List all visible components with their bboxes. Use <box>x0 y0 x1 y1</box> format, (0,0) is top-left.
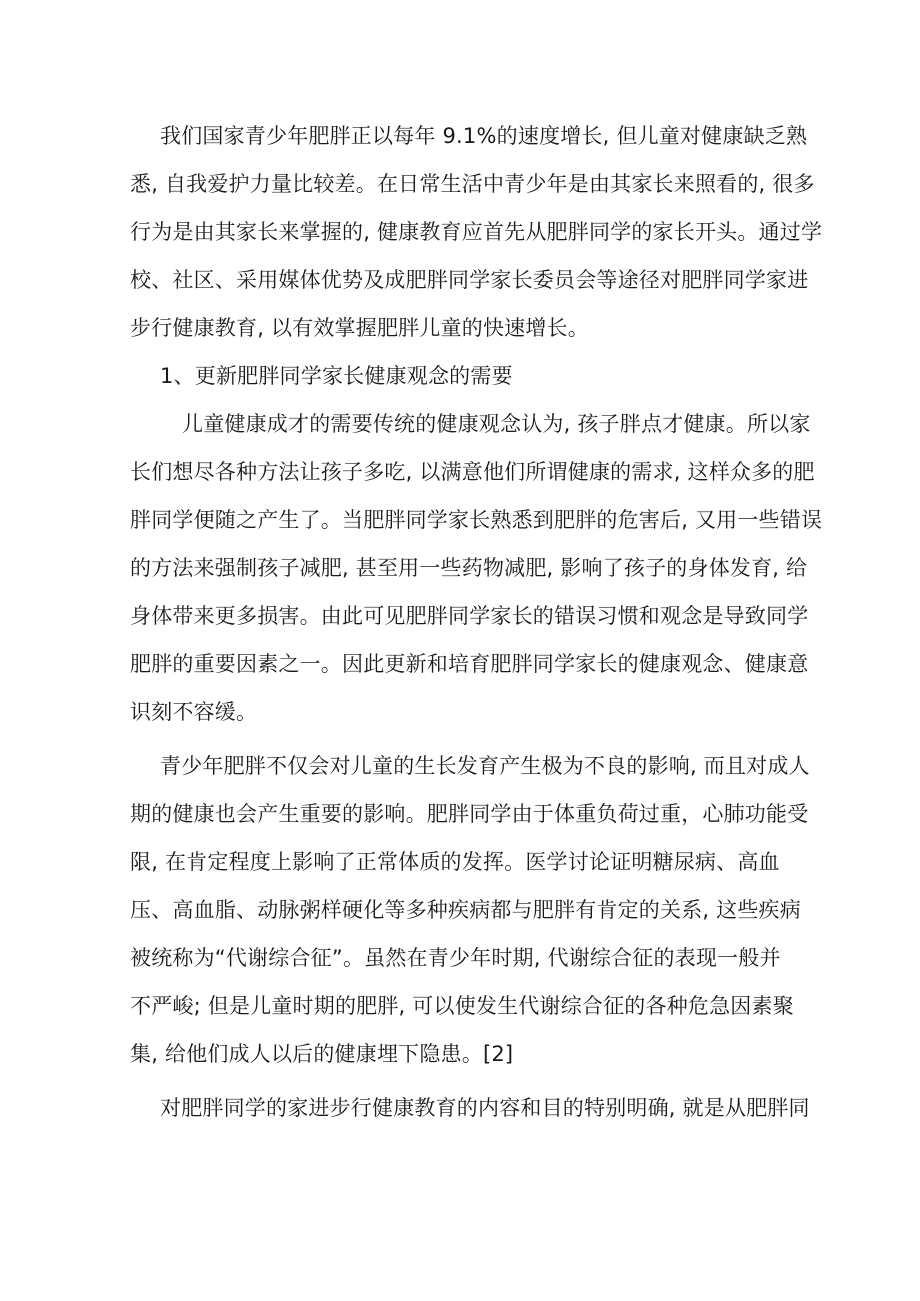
text-line: 被统称为“代谢综合征”。虽然在青少年时期, 代谢综合征的表现一般并 <box>130 946 781 970</box>
paragraph-education-content <box>130 1084 810 1132</box>
text-line: 行为是由其家长来掌握的, 健康教育应首先从肥胖同学的家长开头。通过学 <box>130 220 823 244</box>
heading-line: 1、更新肥胖同学家长健康观念的需要 <box>160 364 513 388</box>
text-line: 步行健康教育, 以有效掌握肥胖儿童的快速增长。 <box>130 316 589 340</box>
document-body <box>130 112 823 1132</box>
text-line: 长们想尽各种方法让孩子多吃, 以满意他们所谓健康的需求, 这样众多的肥 <box>130 460 815 484</box>
text-line: 识刻不容缓。 <box>130 700 258 724</box>
text-line: 对肥胖同学的家进步行健康教育的内容和目的特别明确, 就是从肥胖同 <box>160 1096 810 1120</box>
paragraph-intro <box>130 112 823 352</box>
text-line: 肥胖的重要因素之一。因此更新和培育肥胖同学家长的健康观念、健康意 <box>130 652 809 676</box>
text-line: 集, 给他们成人以后的健康埋下隐患。[2] <box>130 1042 514 1066</box>
text-line: 我们国家青少年肥胖正以每年 9.1%的速度增长, 但儿童对健康缺乏熟 <box>160 124 808 148</box>
text-line: 儿童健康成才的需要传统的健康观念认为, 孩子胖点才健康。所以家 <box>182 412 811 436</box>
section-heading <box>130 352 790 400</box>
text-line: 悉, 自我爱护力量比较差。在日常生活中青少年是由其家长来照看的, 很多 <box>130 172 815 196</box>
text-line: 不严峻; 但是儿童时期的肥胖, 可以使发生代谢综合征的各种危急因素聚 <box>130 994 794 1018</box>
text-line: 压、高血脂、动脉粥样硬化等多种疾病都与肥胖有肯定的关系, 这些疾病 <box>130 898 801 922</box>
paragraph-health-effects <box>130 742 810 1078</box>
text-line: 校、社区、采用媒体优势及成肥胖同学家长委员会等途径对肥胖同学家进 <box>130 268 809 292</box>
text-line: 身体带来更多损害。由此可见肥胖同学家长的错误习惯和观念是导致同学 <box>130 604 809 628</box>
text-line: 期的健康也会产生重要的影响。肥胖同学由于体重负荷过重，心肺功能受 <box>130 802 809 826</box>
text-line: 胖同学便随之产生了。当肥胖同学家长熟悉到肥胖的危害后, 又用一些错误 <box>130 508 823 532</box>
text-line: 的方法来强制孩子减肥, 甚至用一些药物减肥, 影响了孩子的身体发育, 给 <box>130 556 808 580</box>
paragraph-health-concept <box>130 400 823 736</box>
text-line: 青少年肥胖不仅会对儿童的生长发育产生极为不良的影响, 而且对成人 <box>160 754 810 778</box>
text-line: 限, 在肯定程度上影响了正常体质的发挥。医学讨论证明糖尿病、高血 <box>130 850 780 874</box>
